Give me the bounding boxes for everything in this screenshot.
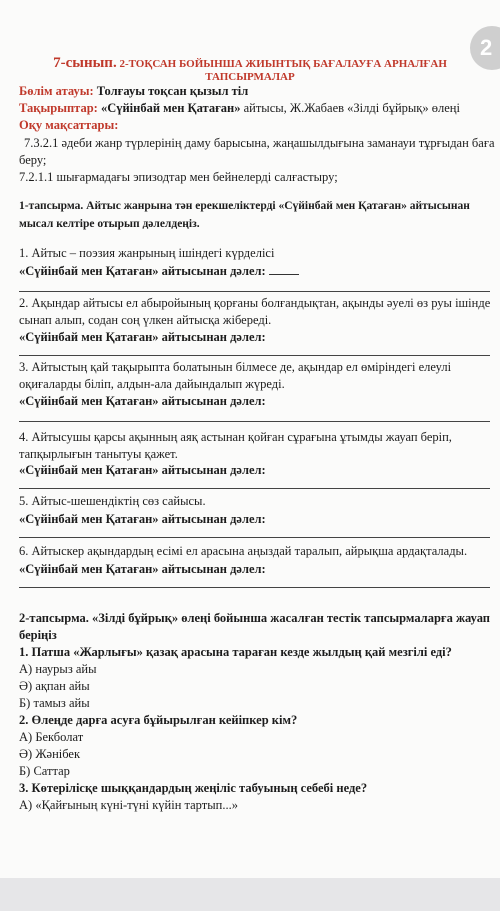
- task1-item-3-line-1: 3. Айтыстың қай тақырыпта болатынын білмесе де, ақындар ел өміріндегі елеулі: [19, 360, 452, 374]
- question-2: 2. Өлеңде дарға асуға бұйырылған кейіпкер кім?: [19, 713, 298, 727]
- task1-item-3-answer: «Сүйінбай мен Қатаған» айтысынан дәлел:: [19, 394, 266, 408]
- task1-item-1: 1. Айтыс – поэзия жанрының ішіндегі күрделісі: [19, 246, 275, 260]
- grade-label: 7-сынып.: [53, 55, 117, 71]
- bottom-margin: [0, 878, 500, 911]
- task1-item-2-line-1: 2. Ақындар айтысы ел абыройының қорғаны болғандықтан, ақынды әуелі өз руы ішінде: [19, 296, 491, 310]
- worksheet-title: [0, 55, 500, 72]
- answer-line[interactable]: [19, 587, 490, 588]
- task1-heading-line-2: мысал келтіре отырып дәлелдеңіз.: [19, 218, 200, 230]
- answer-line[interactable]: [19, 355, 490, 356]
- task1-item-1-answer: [19, 263, 299, 279]
- topics-line: [19, 101, 460, 116]
- goal-1-line-2: беру;: [19, 153, 47, 167]
- task1-item-4-line-2: тапқырлығын танытуы қажет.: [19, 447, 178, 461]
- answer-blank[interactable]: [269, 263, 299, 275]
- task1-item-6: 6. Айтыскер ақындардың есімі ел арасына аңыздай таралып, айрықша ардақталады.: [19, 544, 468, 558]
- topics-value: «Сүйінбай мен Қатаған»: [100, 101, 241, 115]
- answer-label: «Сүйінбай мен Қатаған» айтысынан дәлел:: [19, 264, 266, 278]
- task1-item-5-answer: «Сүйінбай мен Қатаған» айтысынан дәлел:: [19, 512, 266, 526]
- page-corner-badge: 2: [470, 26, 500, 70]
- title-line-1: 2-ТОҚСАН БОЙЫНША ЖИЫНТЫҚ БАҒАЛАУҒА АРНАЛҒАН: [119, 58, 447, 70]
- answer-line[interactable]: [19, 291, 490, 292]
- title-line-2: ТАПСЫРМАЛАР: [205, 71, 295, 83]
- task1-item-4-answer: «Сүйінбай мен Қатаған» айтысынан дәлел:: [19, 463, 266, 477]
- task1-heading-line-1: 1-тапсырма. Айтыс жанрына тән ерекшеліктерді «Сүйінбай мен Қатаған» айтысынан: [19, 200, 470, 212]
- task1-item-4-line-1: 4. Айтысушы қарсы ақынның аяқ астынан қойған сұрағына ұтымды жауап беріп,: [19, 430, 452, 444]
- task2-heading-line-1: 2-тапсырма. «Зілді бұйрық» өлеңі бойынша жасалған тестік тапсырмаларға жауап: [19, 611, 491, 625]
- question-1: 1. Патша «Жарлығы» қазақ арасына тараған кезде жылдың қай мезгілі еді?: [19, 645, 452, 659]
- question-3: 3. Көтерілісқе шыққандардың жеңіліс табуының себебі неде?: [19, 781, 368, 795]
- section-label: Бөлім атауы:: [19, 84, 94, 98]
- topics-rest: айтысы, Ж.Жабаев «Зілді бұйрық» өлеңі: [243, 101, 460, 115]
- question-2-option-c[interactable]: Б) Саттар: [19, 764, 70, 778]
- question-2-option-a[interactable]: А) Бекболат: [19, 730, 84, 744]
- goal-1-line-1: 7.3.2.1 әдеби жанр түрлерінің даму барысына, жаңашылдығына заманауи тұрғыдан баға: [24, 136, 495, 150]
- goal-2: 7.2.1.1 шығармадағы эпизодтар мен бейнелерді салғастыру;: [19, 170, 338, 184]
- section-line: [19, 84, 248, 99]
- task1-item-5: 5. Айтыс-шешендіктің сөз сайысы.: [19, 494, 206, 508]
- answer-line[interactable]: [19, 488, 490, 489]
- answer-line[interactable]: [19, 421, 490, 422]
- question-1-option-a[interactable]: А) наурыз айы: [19, 662, 97, 676]
- task1-item-6-answer: «Сүйінбай мен Қатаған» айтысынан дәлел:: [19, 562, 266, 576]
- question-1-option-c[interactable]: Б) тамыз айы: [19, 696, 90, 710]
- task1-item-2-answer: «Сүйінбай мен Қатаған» айтысынан дәлел:: [19, 330, 266, 344]
- task2-heading-line-2: беріңіз: [19, 628, 57, 642]
- task1-item-2-line-2: сынап алып, содан соң үлкен айтысқа жібереді.: [19, 313, 272, 327]
- question-3-option-a[interactable]: А) «Қайғының күні-түні күйін тартып...»: [19, 798, 238, 812]
- answer-line[interactable]: [19, 537, 490, 538]
- section-value: Толғауы тоқсан қызыл тіл: [96, 84, 249, 98]
- question-1-option-b[interactable]: Ә) ақпан айы: [19, 679, 90, 693]
- goals-label: Оқу мақсаттары:: [19, 118, 119, 132]
- topics-label: Тақырыптар:: [19, 101, 98, 115]
- task1-item-3-line-2: оқиғаларды біліп, алдын-ала дайындалып жүреді.: [19, 377, 285, 391]
- question-2-option-b[interactable]: Ә) Жәнібек: [19, 747, 81, 761]
